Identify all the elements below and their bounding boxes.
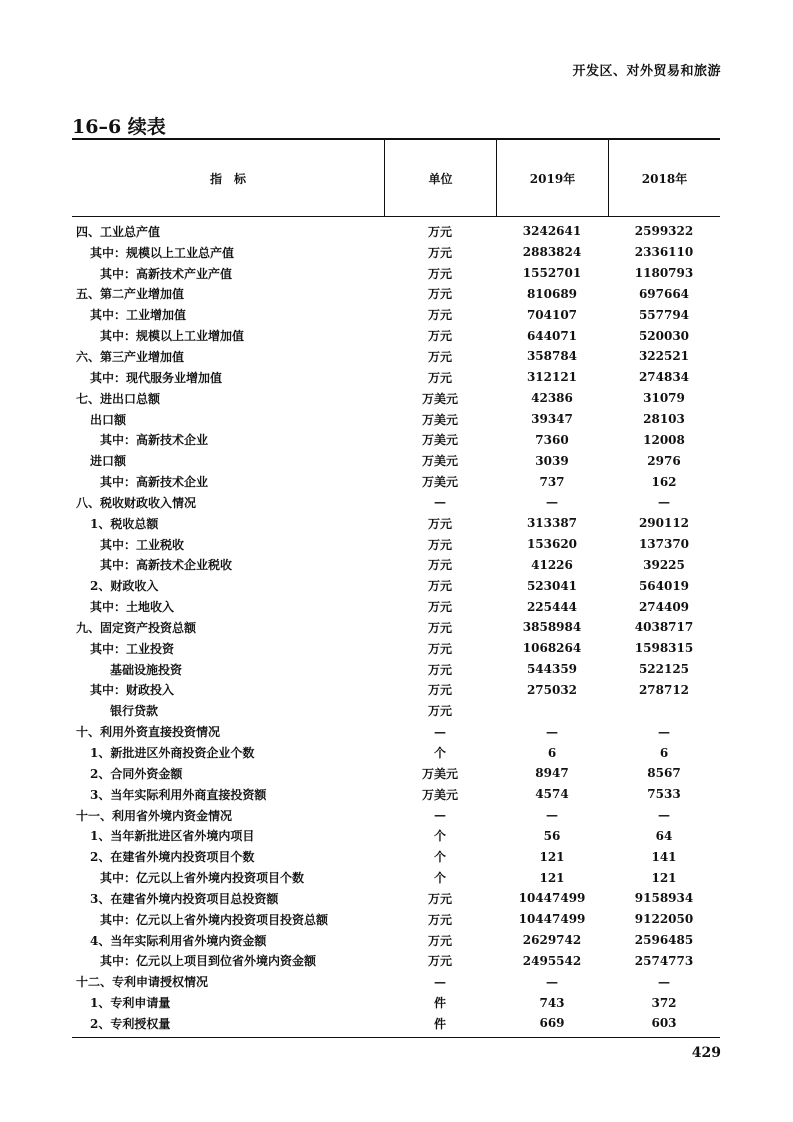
row-label: 基础设施投资: [110, 662, 183, 677]
row-value-2018: 1180793: [634, 266, 694, 281]
row-unit: 万美元: [421, 454, 458, 469]
row-value-2018: 141: [651, 849, 677, 864]
header-unit: 单位: [384, 140, 496, 216]
row-unit: 万美元: [421, 391, 458, 406]
row-unit: 万元: [427, 558, 452, 573]
row-unit: —: [434, 724, 446, 739]
row-value-2018: 137370: [638, 537, 690, 552]
row-label: 五、第二产业增加值: [76, 287, 185, 302]
table-row: [72, 221, 720, 242]
row-label: 其中：工业税收: [100, 537, 185, 552]
row-label: 其中：高新技术企业税收: [100, 558, 233, 573]
row-unit: 万元: [427, 641, 452, 656]
table-row: [72, 575, 720, 596]
row-value-2019: 523041: [526, 578, 578, 593]
row-unit: 件: [433, 996, 446, 1011]
table-row: [72, 888, 720, 909]
row-value-2018: —: [658, 974, 670, 989]
row-value-2019: 3039: [535, 453, 569, 468]
row-value-2019: 56: [543, 828, 561, 843]
table-row: [72, 555, 720, 576]
row-value-2018: 39225: [643, 557, 685, 572]
table-row: [72, 784, 720, 805]
row-label: 八、税收财政收入情况: [76, 495, 197, 510]
row-value-2019: 644071: [526, 328, 578, 343]
row-value-2018: 2574773: [634, 953, 694, 968]
header-indicator: 指 标: [209, 171, 246, 186]
row-value-2019: 1552701: [522, 266, 582, 281]
running-head: 开发区、对外贸易和旅游: [572, 64, 721, 79]
row-value-2018: 697664: [638, 286, 690, 301]
row-unit: 万元: [427, 933, 452, 948]
row-value-2019: 810689: [526, 286, 578, 301]
row-value-2018: 274834: [638, 370, 690, 385]
row-value-2018: 121: [651, 870, 677, 885]
table-row: [72, 659, 720, 680]
row-value-2018: 274409: [638, 599, 690, 614]
table-row: [72, 805, 720, 826]
table-row: [72, 263, 720, 284]
row-value-2019: 3242641: [522, 224, 582, 239]
table-row: [72, 825, 720, 846]
table-row: [72, 450, 720, 471]
row-unit: 万元: [427, 370, 452, 385]
row-label: 其中：亿元以上省外境内投资项目投资总额: [100, 912, 329, 927]
row-label: 3、当年实际利用外商直接投资额: [90, 787, 267, 802]
row-unit: 个: [433, 871, 446, 886]
table-row: [72, 909, 720, 930]
header-2019: 2019年: [496, 140, 608, 216]
row-unit: 件: [433, 1016, 446, 1031]
row-value-2019: 704107: [526, 307, 578, 322]
row-unit: 万元: [427, 600, 452, 615]
row-value-2019: 121: [539, 849, 565, 864]
table-row: [72, 346, 720, 367]
table-row: [72, 930, 720, 951]
row-value-2018: —: [658, 724, 670, 739]
row-unit: 万美元: [421, 475, 458, 490]
row-value-2019: 312121: [526, 370, 578, 385]
row-label: 4、当年实际利用省外境内资金额: [90, 933, 267, 948]
row-label: 九、固定资产投资总额: [76, 620, 197, 635]
row-unit: 万元: [427, 287, 452, 302]
row-value-2018: 31079: [643, 391, 685, 406]
row-unit: 万美元: [421, 412, 458, 427]
row-unit: 万美元: [421, 787, 458, 802]
row-label: 四、工业总产值: [76, 224, 161, 239]
row-value-2018: 8567: [647, 766, 681, 781]
row-value-2018: 557794: [638, 307, 690, 322]
row-value-2018: 2599322: [634, 224, 694, 239]
row-label: 出口额: [90, 412, 127, 427]
row-label: 其中：亿元以上项目到位省外境内资金额: [100, 954, 317, 969]
page-number: 429: [691, 1045, 721, 1061]
row-value-2019: 2883824: [522, 245, 582, 260]
row-value-2019: 41226: [531, 557, 573, 572]
row-value-2018: 290112: [638, 516, 690, 531]
row-unit: 万元: [427, 662, 452, 677]
row-value-2018: 28103: [643, 412, 685, 427]
row-value-2019: 743: [539, 995, 565, 1010]
row-value-2019: 6: [547, 745, 557, 760]
row-value-2019: 669: [539, 1016, 565, 1031]
row-label: 其中：规模以上工业增加值: [100, 329, 245, 344]
row-value-2018: 12008: [643, 432, 685, 447]
row-label: 其中：亿元以上省外境内投资项目个数: [100, 871, 305, 886]
row-value-2018: 7533: [647, 787, 681, 802]
row-value-2018: 2976: [647, 453, 681, 468]
table-header: [72, 138, 720, 217]
table-row: [72, 471, 720, 492]
row-label: 六、第三产业增加值: [76, 349, 185, 364]
row-unit: 万美元: [421, 766, 458, 781]
row-value-2019: 737: [539, 474, 565, 489]
table-title: 16–6 续表: [72, 116, 166, 138]
table-row: [72, 513, 720, 534]
table-row: [72, 638, 720, 659]
row-value-2019: 121: [539, 870, 565, 885]
row-value-2019: 39347: [531, 412, 573, 427]
row-label: 1、税收总额: [90, 516, 159, 531]
row-unit: 万元: [427, 349, 452, 364]
table-row: [72, 596, 720, 617]
row-value-2018: 9158934: [634, 891, 694, 906]
row-value-2018: 278712: [638, 682, 690, 697]
row-unit: —: [434, 974, 446, 989]
row-value-2019: 10447499: [518, 891, 586, 906]
row-value-2018: 522125: [638, 662, 690, 677]
row-unit: 万美元: [421, 433, 458, 448]
row-value-2019: 544359: [526, 662, 578, 677]
row-value-2018: 372: [651, 995, 677, 1010]
row-unit: 个: [433, 829, 446, 844]
table-row: [72, 304, 720, 325]
row-value-2019: 275032: [526, 682, 578, 697]
table-row: [72, 325, 720, 346]
row-label: 十二、专利申请授权情况: [76, 975, 209, 990]
table-row: [72, 242, 720, 263]
row-label: 银行贷款: [110, 704, 159, 719]
row-value-2019: 225444: [526, 599, 578, 614]
row-label: 其中：土地收入: [90, 600, 175, 615]
row-value-2019: 313387: [526, 516, 578, 531]
row-label: 十一、利用省外境内资金情况: [76, 808, 233, 823]
row-value-2019: 358784: [526, 349, 578, 364]
row-label: 2、在建省外境内投资项目个数: [90, 850, 255, 865]
row-unit: 万元: [427, 224, 452, 239]
row-unit: 万元: [427, 912, 452, 927]
row-value-2018: 64: [655, 828, 673, 843]
row-label: 其中：高新技术产业产值: [100, 266, 233, 281]
row-value-2019: —: [546, 974, 558, 989]
row-value-2018: 1598315: [634, 641, 694, 656]
row-unit: 万元: [427, 683, 452, 698]
row-unit: —: [434, 808, 446, 823]
row-value-2019: 4574: [535, 787, 569, 802]
table-row: [72, 617, 720, 638]
row-label: 其中：规模以上工业总产值: [90, 245, 235, 260]
row-unit: 万元: [427, 891, 452, 906]
row-label: 3、在建省外境内投资项目总投资额: [90, 891, 279, 906]
row-unit: 个: [433, 850, 446, 865]
row-value-2018: —: [658, 495, 670, 510]
row-value-2019: 42386: [531, 391, 573, 406]
row-label: 其中：现代服务业增加值: [90, 370, 223, 385]
row-unit: 万元: [427, 266, 452, 281]
row-value-2019: —: [546, 808, 558, 823]
row-value-2018: 6: [659, 745, 669, 760]
table-row: [72, 429, 720, 450]
row-label: 1、专利申请量: [90, 996, 171, 1011]
row-unit: 万元: [427, 308, 452, 323]
row-unit: 个: [433, 746, 446, 761]
table-row: [72, 680, 720, 701]
row-unit: 万元: [427, 245, 452, 260]
row-value-2018: —: [658, 808, 670, 823]
table-row: [72, 742, 720, 763]
table-row: [72, 846, 720, 867]
row-label: 1、当年新批进区省外境内项目: [90, 829, 255, 844]
table-row: [72, 409, 720, 430]
table-row: [72, 534, 720, 555]
table-row: [72, 388, 720, 409]
table-row: [72, 763, 720, 784]
row-value-2019: 2495542: [522, 953, 582, 968]
row-value-2019: 2629742: [522, 933, 582, 948]
row-label: 其中：高新技术企业: [100, 475, 209, 490]
row-value-2019: 8947: [535, 766, 569, 781]
row-unit: 万元: [427, 516, 452, 531]
row-value-2018: 9122050: [634, 912, 694, 927]
row-label: 十、利用外资直接投资情况: [76, 725, 221, 740]
row-label: 1、新批进区外商投资企业个数: [90, 746, 255, 761]
table-row: [72, 951, 720, 972]
data-table: [72, 138, 720, 1038]
header-2018: 2018年: [608, 140, 720, 216]
table-row: [72, 284, 720, 305]
row-value-2018: 4038717: [634, 620, 694, 635]
row-value-2019: —: [546, 495, 558, 510]
row-value-2018: 2596485: [634, 933, 694, 948]
row-unit: 万元: [427, 579, 452, 594]
row-label: 其中：财政投入: [90, 683, 175, 698]
row-label: 2、财政收入: [90, 579, 159, 594]
table-row: [72, 867, 720, 888]
row-unit: 万元: [427, 620, 452, 635]
row-label: 进口额: [90, 454, 127, 469]
row-value-2018: 322521: [638, 349, 690, 364]
row-unit: —: [434, 495, 446, 510]
table-row: [72, 492, 720, 513]
row-unit: 万元: [427, 329, 452, 344]
row-label: 2、合同外资金额: [90, 766, 183, 781]
row-label: 其中：工业投资: [90, 641, 175, 656]
table-row: [72, 992, 720, 1013]
row-value-2019: —: [546, 724, 558, 739]
row-value-2019: 7360: [535, 432, 569, 447]
row-value-2019: 10447499: [518, 912, 586, 927]
row-unit: 万元: [427, 954, 452, 969]
row-value-2018: 2336110: [634, 245, 694, 260]
row-value-2019: 3858984: [522, 620, 582, 635]
row-value-2019: 153620: [526, 537, 578, 552]
table-row: [72, 971, 720, 992]
table-body: [72, 217, 720, 1038]
row-label: 2、专利授权量: [90, 1016, 171, 1031]
row-label: 其中：高新技术企业: [100, 433, 209, 448]
row-unit: 万元: [427, 537, 452, 552]
table-row: [72, 367, 720, 388]
row-value-2018: 520030: [638, 328, 690, 343]
table-row: [72, 1013, 720, 1034]
row-label: 七、进出口总额: [76, 391, 161, 406]
row-label: 其中：工业增加值: [90, 308, 187, 323]
table-row: [72, 721, 720, 742]
row-value-2018: 564019: [638, 578, 690, 593]
row-value-2018: 603: [651, 1016, 677, 1031]
row-value-2019: 1068264: [522, 641, 582, 656]
table-row: [72, 700, 720, 721]
row-value-2018: 162: [651, 474, 677, 489]
row-unit: 万元: [427, 704, 452, 719]
